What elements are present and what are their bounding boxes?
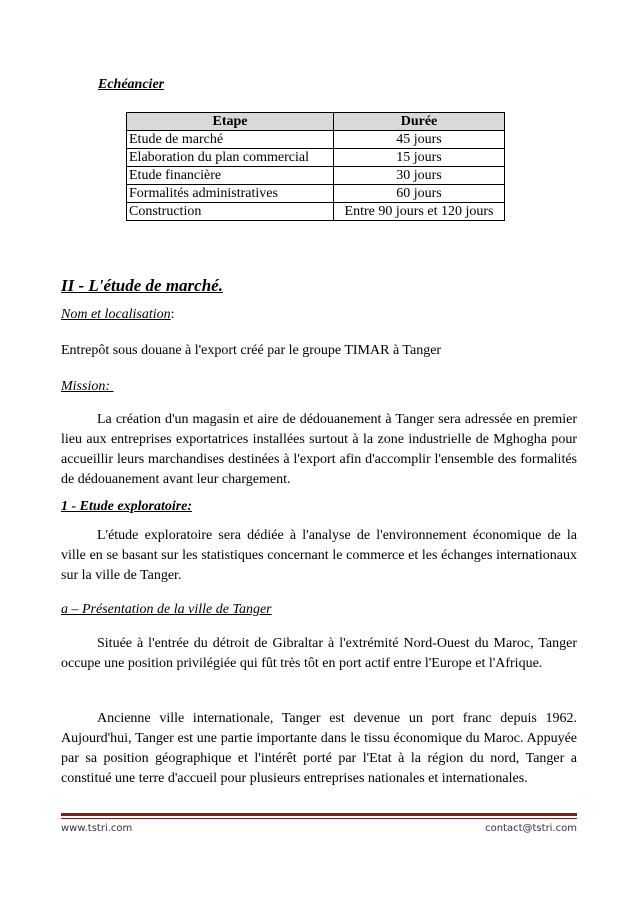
name-location-label: Nom et localisation <box>61 307 171 322</box>
table-row <box>127 167 505 185</box>
table-cell-duree: 60 jours <box>334 185 505 203</box>
tangier-paragraph-2 <box>61 709 577 789</box>
tangier-paragraph-1 <box>61 634 577 674</box>
table-cell-etape: Elaboration du plan commercial <box>127 149 334 167</box>
table-cell-duree: 45 jours <box>334 131 505 149</box>
table-cell-duree: Entre 90 jours et 120 jours <box>334 203 505 221</box>
exploratory-heading: 1 - Etude exploratoire: <box>61 499 193 514</box>
name-location-text: Entrepôt sous douane à l'export créé par le groupe TIMAR à Tanger <box>61 343 442 358</box>
footer-rule-thick <box>61 813 577 816</box>
table-header-row <box>127 113 505 131</box>
exploratory-paragraph <box>61 526 577 586</box>
mission-text: La création d'un magasin et aire de dédouanement à Tanger sera adressée en premier lieu aux entreprises exportatrices installées surtout à la zone industrielle de Mghogha pour accueillir leurs marchandises destinées à l'export afin d'accomplir l'ensemble des formalités de dédouanement avant leur chargement. <box>61 412 577 487</box>
table-cell-etape: Etude financière <box>127 167 334 185</box>
exploratory-heading-line <box>61 497 577 517</box>
table-cell-duree: 30 jours <box>334 167 505 185</box>
table-cell-etape: Construction <box>127 203 334 221</box>
mission-label: Mission: <box>61 379 114 394</box>
mission-paragraph <box>61 410 577 490</box>
name-location-colon: : <box>170 307 175 322</box>
name-location-line <box>61 305 577 325</box>
tangier-text-1: Située à l'entrée du détroit de Gibraltar à l'extrémité Nord-Ouest du Maroc, Tanger occupe une position privilégiée qui fût très tôt en port actif entre l'Europe et l'Afrique. <box>61 636 577 671</box>
exploratory-text: L'étude exploratoire sera dédiée à l'analyse de l'environnement économique de la ville en se basant sur les statistiques concernant le commerce et les échanges internationaux sur la ville de Tanger. <box>61 528 577 583</box>
footer-website-link[interactable]: www.tstri.com <box>61 823 133 834</box>
table-cell-etape: Etude de marché <box>127 131 334 149</box>
table-row <box>127 149 505 167</box>
schedule-title: Echéancier <box>98 77 165 92</box>
mission-label-line <box>61 377 577 397</box>
table-row <box>127 131 505 149</box>
header-duree: Durée <box>334 113 505 131</box>
section-heading-market-study: II - L'étude de marché. <box>61 276 223 295</box>
footer-rule-thin <box>61 818 577 819</box>
header-etape: Etape <box>127 113 334 131</box>
schedule-table <box>126 112 505 221</box>
tangier-heading: a – Présentation de la ville de Tanger <box>61 602 272 617</box>
tangier-text-2: Ancienne ville internationale, Tanger est devenue un port franc depuis 1962. Aujourd'hui, Tanger est une partie importante dans le tissu économique du Maroc. Appuyée par sa position géographique et l'intérêt porté par l'Etat à la région du nord, Tanger a constitué une terre d'accueil pour plusieurs entreprises nationales et internationales. <box>61 711 577 786</box>
table-cell-etape: Formalités administratives <box>127 185 334 203</box>
table-cell-duree: 15 jours <box>334 149 505 167</box>
footer-email-link[interactable]: contact@tstri.com <box>485 823 577 834</box>
tangier-heading-line <box>61 600 577 620</box>
table-row <box>127 203 505 221</box>
table-row <box>127 185 505 203</box>
